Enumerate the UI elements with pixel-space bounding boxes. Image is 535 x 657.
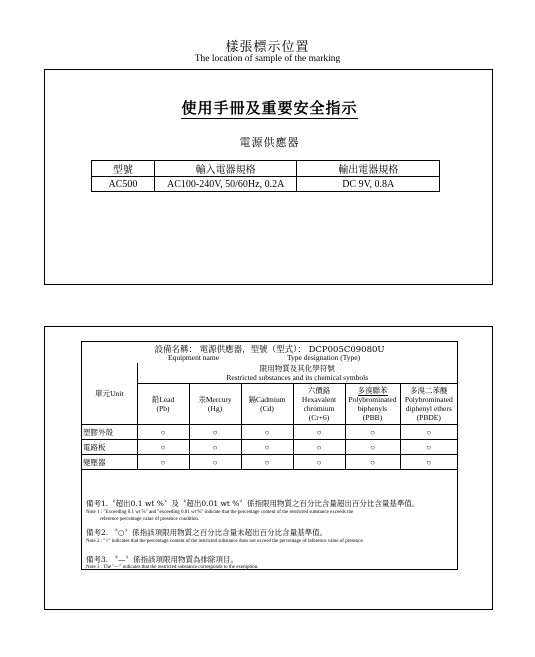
mark-cell: ○: [189, 440, 241, 455]
mark-cell: ○: [400, 425, 457, 440]
mark-cell: ○: [293, 455, 345, 470]
restricted-header-english: Restricted substances and its chemical symbols: [226, 373, 369, 382]
mark-cell: ○: [293, 440, 345, 455]
substances-header-row-1: [82, 363, 457, 384]
substance-pbde-name-chinese: 多溴二苯醚: [410, 386, 448, 395]
substance-chromium-name-chinese: 六價鉻: [307, 386, 331, 395]
marking-heading-english: The location of sample of the marking: [194, 54, 341, 64]
rohs-declaration-sample: [44, 326, 493, 610]
mark-cell: ○: [137, 425, 189, 440]
header-output-spec: 輸出電器規格: [297, 161, 440, 177]
declaration-frame: [81, 341, 458, 570]
note-2-chinese: 備考2. 〝○〞係指該項限用物質之百分比含量未超出百分比含量基準值。: [86, 528, 328, 537]
substance-pbb-name-english: Polybrominated biphenyls: [348, 395, 397, 413]
mark-cell: ○: [293, 425, 345, 440]
substance-pbde: [400, 384, 457, 425]
substance-pbde-symbol: (PBDE): [416, 413, 441, 422]
mark-cell: ○: [241, 425, 293, 440]
output-spec-value: DC 9V, 0.8A: [297, 177, 440, 192]
mark-cell: ○: [400, 440, 457, 455]
mark-cell: ○: [345, 455, 400, 470]
substance-lead: [137, 384, 189, 425]
equipment-info-chinese: 設備名稱： 電源供應器，型號（型式）： DCP005C09080U: [154, 345, 385, 355]
substance-cadmium-symbol: (Cd): [260, 404, 274, 413]
manual-label-sample: [44, 69, 493, 285]
table-row: [82, 425, 457, 440]
type-designation-english: Type designation (Type): [287, 353, 361, 362]
manual-title: [45, 97, 494, 118]
substance-pbb-symbol: (PBB): [362, 413, 383, 422]
note-3-chinese: 備考3. 〝—〞係指該項限用物質為排除項目。: [86, 555, 239, 564]
mark-cell: ○: [241, 440, 293, 455]
restricted-header-chinese: 限用物質及其化學符號: [259, 364, 335, 373]
spec-table-header-row: [92, 161, 440, 177]
substance-chromium-name-english: Hexavalent chromium: [301, 395, 337, 413]
note-3-english: Note 3 : The "—" indicates that the restricted substance corresponds to the exemption.: [86, 565, 259, 570]
note-2-english: Note 2 : "○" indicates that the percentage content of the restricted substance does not exceed the percentage of reference value of presence.: [86, 539, 364, 544]
mark-cell: ○: [345, 440, 400, 455]
table-row: [82, 440, 457, 455]
substance-mercury-name: 汞Mercury: [198, 395, 232, 404]
spec-table-row: [92, 177, 440, 192]
note-1-english: Note 1 : "Exceeding 0.1 wt %" and "exceeding 0.01 wt %" indicate that the percentage content of the restricted substance exceeds the: [86, 510, 354, 515]
restricted-header: [137, 363, 457, 384]
row-unit-plastic-case: 塑膠外殼: [82, 425, 137, 440]
substance-pbde-name-english: Polybrominated diphenyl ethers: [404, 395, 453, 413]
restricted-substances-table: [82, 363, 457, 470]
substance-pbb: [345, 384, 400, 425]
substance-cadmium-name: 鎘Cadmium: [248, 395, 286, 404]
substance-cadmium: [241, 384, 293, 425]
unit-header: 單元Unit: [82, 363, 137, 425]
mark-cell: ○: [400, 455, 457, 470]
substance-chromium-symbol: (Cr+6): [308, 413, 330, 422]
input-spec-value: AC100-240V, 50/60Hz, 0.2A: [154, 177, 297, 192]
mark-cell: ○: [189, 425, 241, 440]
model-value: AC500: [92, 177, 155, 192]
substance-lead-symbol: (Pb): [156, 404, 170, 413]
row-unit-transformer: 變壓器: [82, 455, 137, 470]
manual-title-text: 使用手冊及重要安全指示: [181, 99, 358, 117]
product-name: 電源供應器: [239, 136, 300, 149]
substances-header-row-2: [82, 384, 457, 425]
table-row: [82, 455, 457, 470]
mark-cell: ○: [241, 455, 293, 470]
mark-cell: ○: [137, 455, 189, 470]
substance-lead-name: 鉛Lead: [151, 395, 175, 404]
note-1-english-continued: reference percentage value of presence condition.: [100, 517, 200, 522]
mark-cell: ○: [345, 425, 400, 440]
row-unit-circuit-board: 電路板: [82, 440, 137, 455]
mark-cell: ○: [137, 440, 189, 455]
mark-cell: ○: [189, 455, 241, 470]
substance-mercury-symbol: (Hg): [207, 404, 223, 413]
note-1-chinese: 備考1.〝超出0.1 wt %〞及〝超出0.01 wt %〞係指限用物質之百分比含量超出百分比含量基準值。: [86, 499, 420, 508]
substance-mercury: [189, 384, 241, 425]
spec-table: [91, 160, 440, 192]
equipment-name-english: Equipment name: [168, 353, 220, 362]
substance-pbb-name-chinese: 多溴聯苯: [357, 386, 388, 395]
header-input-spec: 輸入電器規格: [154, 161, 297, 177]
header-model: 型號: [92, 161, 155, 177]
substance-hexavalent-chromium: [293, 384, 345, 425]
marking-heading-chinese: 樣張標示位置: [225, 40, 310, 55]
